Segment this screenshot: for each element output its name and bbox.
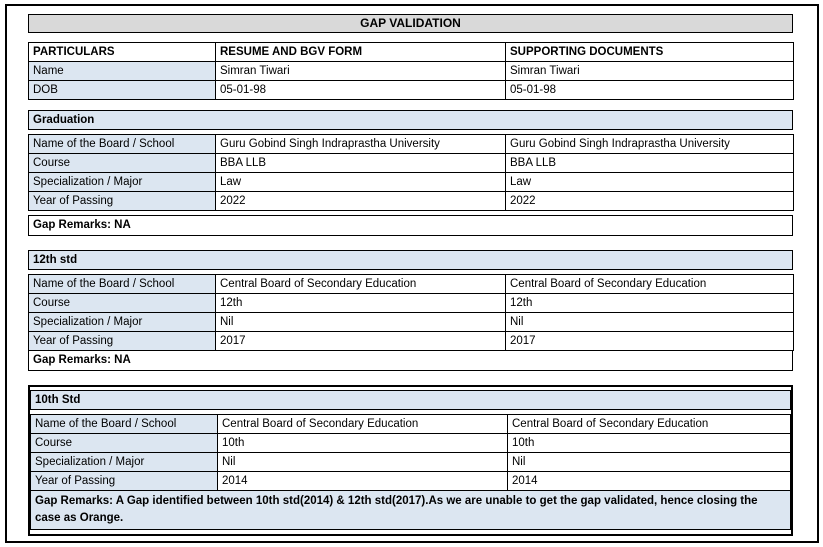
- specialization-row: [29, 313, 794, 332]
- dob-row: [29, 81, 794, 100]
- row-label-cell: Year of Passing: [29, 192, 216, 211]
- row-label-cell: Specialization / Major: [29, 313, 216, 332]
- resume-value-cell: Central Board of Secondary Education: [216, 275, 506, 294]
- resume-value-cell: Nil: [218, 453, 508, 472]
- specialization-row: [31, 453, 791, 472]
- year-of-passing-row: [29, 332, 794, 351]
- supporting-value-cell: 10th: [508, 434, 791, 453]
- tenth-gap-remarks: Gap Remarks: A Gap identified between 10th std(2014) & 12th std(2017).As we are unable to get the gap validated, hence closing the case as Orange.: [30, 490, 791, 530]
- graduation-gap-remarks: Gap Remarks: NA: [28, 215, 793, 236]
- resume-value-cell: 2014: [218, 472, 508, 491]
- resume-value-cell: Central Board of Secondary Education: [218, 415, 508, 434]
- supporting-value-cell: Central Board of Secondary Education: [508, 415, 791, 434]
- specialization-row: [29, 173, 794, 192]
- graduation-table: [28, 134, 794, 211]
- board-school-row: [29, 275, 794, 294]
- gap-validation-document: [5, 4, 819, 543]
- resume-value-cell: BBA LLB: [216, 154, 506, 173]
- section-12th-std: [28, 250, 793, 371]
- course-row: [31, 434, 791, 453]
- supporting-value-cell: 05-01-98: [506, 81, 794, 100]
- row-label-cell: Name of the Board / School: [29, 275, 216, 294]
- twelfth-section-header: 12th std: [28, 250, 793, 270]
- tenth-section-header: 10th Std: [30, 390, 791, 410]
- supporting-value-cell: 2022: [506, 192, 794, 211]
- resume-value-cell: Guru Gobind Singh Indraprastha University: [216, 135, 506, 154]
- course-row: [29, 154, 794, 173]
- column-header-particulars: PARTICULARS: [29, 43, 216, 62]
- row-label-cell: Course: [29, 154, 216, 173]
- particulars-header-row: [29, 43, 794, 62]
- supporting-value-cell: 12th: [506, 294, 794, 313]
- supporting-value-cell: Nil: [506, 313, 794, 332]
- name-row: [29, 62, 794, 81]
- row-label-cell: Name: [29, 62, 216, 81]
- row-label-cell: Year of Passing: [29, 332, 216, 351]
- resume-value-cell: Nil: [216, 313, 506, 332]
- resume-value-cell: Simran Tiwari: [216, 62, 506, 81]
- twelfth-gap-remarks: Gap Remarks: NA: [28, 350, 793, 371]
- supporting-value-cell: Guru Gobind Singh Indraprastha University: [506, 135, 794, 154]
- row-label-cell: Course: [31, 434, 218, 453]
- row-label-cell: DOB: [29, 81, 216, 100]
- supporting-value-cell: BBA LLB: [506, 154, 794, 173]
- supporting-value-cell: 2014: [508, 472, 791, 491]
- row-label-cell: Name of the Board / School: [31, 415, 218, 434]
- resume-value-cell: 2017: [216, 332, 506, 351]
- particulars-table: [28, 42, 794, 100]
- row-label-cell: Name of the Board / School: [29, 135, 216, 154]
- board-school-row: [31, 415, 791, 434]
- resume-value-cell: Law: [216, 173, 506, 192]
- supporting-value-cell: Law: [506, 173, 794, 192]
- section-10th-std: [28, 385, 793, 536]
- graduation-section-header: Graduation: [28, 110, 793, 130]
- column-header-supporting-docs: SUPPORTING DOCUMENTS: [506, 43, 794, 62]
- board-school-row: [29, 135, 794, 154]
- resume-value-cell: 12th: [216, 294, 506, 313]
- supporting-value-cell: Simran Tiwari: [506, 62, 794, 81]
- twelfth-table: [28, 274, 794, 351]
- year-of-passing-row: [31, 472, 791, 491]
- row-label-cell: Specialization / Major: [29, 173, 216, 192]
- section-graduation: [28, 110, 793, 236]
- row-label-cell: Year of Passing: [31, 472, 218, 491]
- year-of-passing-row: [29, 192, 794, 211]
- resume-value-cell: 05-01-98: [216, 81, 506, 100]
- course-row: [29, 294, 794, 313]
- supporting-value-cell: Central Board of Secondary Education: [506, 275, 794, 294]
- column-header-resume-bgv: RESUME AND BGV FORM: [216, 43, 506, 62]
- tenth-table: [30, 414, 791, 491]
- supporting-value-cell: 2017: [506, 332, 794, 351]
- resume-value-cell: 2022: [216, 192, 506, 211]
- row-label-cell: Course: [29, 294, 216, 313]
- row-label-cell: Specialization / Major: [31, 453, 218, 472]
- supporting-value-cell: Nil: [508, 453, 791, 472]
- resume-value-cell: 10th: [218, 434, 508, 453]
- document-title: GAP VALIDATION: [28, 14, 793, 33]
